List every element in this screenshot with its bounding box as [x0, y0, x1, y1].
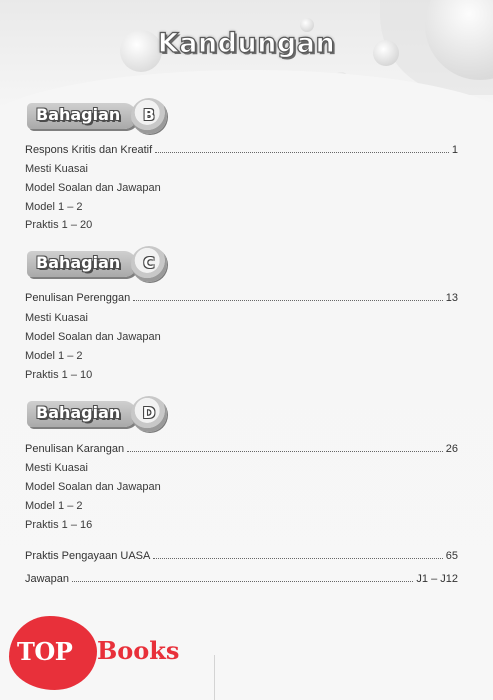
- toc-subitem: Mesti Kuasai: [25, 312, 88, 324]
- section-tab-label: Bahagian: [36, 403, 121, 422]
- toc-entry-title: Jawapan: [25, 573, 70, 585]
- logo-books-text: Books: [97, 636, 180, 665]
- page-title: Kandungan: [157, 28, 336, 59]
- toc-subitem: Mesti Kuasai: [25, 462, 88, 474]
- toc-entry[interactable]: [25, 142, 458, 158]
- toc-entry-page: 65: [445, 550, 458, 562]
- toc-entry-page: 13: [445, 292, 458, 304]
- toc-leader-dots: [127, 441, 443, 452]
- toc-entry-title: Praktis Pengayaan UASA: [25, 550, 151, 562]
- topbooks-watermark-logo: [9, 612, 199, 692]
- toc-subitem: Model Soalan dan Jawapan: [25, 481, 161, 493]
- section-tab-label: Bahagian: [36, 253, 121, 272]
- logo-top-text: TOP: [17, 637, 73, 666]
- toc-leader-dots: [155, 142, 449, 153]
- toc-entry[interactable]: [25, 548, 458, 564]
- section-tab-label: Bahagian: [36, 105, 121, 124]
- toc-entry-title: Penulisan Perenggan: [25, 292, 131, 304]
- section-letter: B: [143, 106, 155, 124]
- toc-subitem: Praktis 1 – 20: [25, 219, 93, 231]
- toc-entry-page: 1: [451, 144, 458, 156]
- toc-entry-title: Penulisan Karangan: [25, 443, 125, 455]
- toc-entry-title: Respons Kritis dan Kreatif: [25, 144, 153, 156]
- toc-subitem: Praktis 1 – 16: [25, 519, 93, 531]
- toc-subitem: Model Soalan dan Jawapan: [25, 331, 161, 343]
- toc-leader-dots: [133, 290, 443, 301]
- toc-entry[interactable]: [25, 441, 458, 457]
- toc-entry[interactable]: [25, 571, 458, 587]
- toc-subitem: Model 1 – 2: [25, 201, 83, 213]
- toc-entry-page: 26: [445, 443, 458, 455]
- toc-entry-page: J1 – J12: [416, 573, 458, 585]
- toc-subitem: Model 1 – 2: [25, 500, 83, 512]
- toc-subitem: Model Soalan dan Jawapan: [25, 182, 161, 194]
- toc-entry[interactable]: [25, 290, 458, 306]
- section-letter: D: [142, 404, 156, 422]
- toc-leader-dots: [153, 548, 442, 559]
- toc-subitem: Praktis 1 – 10: [25, 369, 93, 381]
- toc-leader-dots: [72, 571, 413, 582]
- toc-subitem: Model 1 – 2: [25, 350, 83, 362]
- page-fold-line: [214, 655, 215, 700]
- toc-subitem: Mesti Kuasai: [25, 163, 88, 175]
- section-letter: C: [143, 254, 155, 272]
